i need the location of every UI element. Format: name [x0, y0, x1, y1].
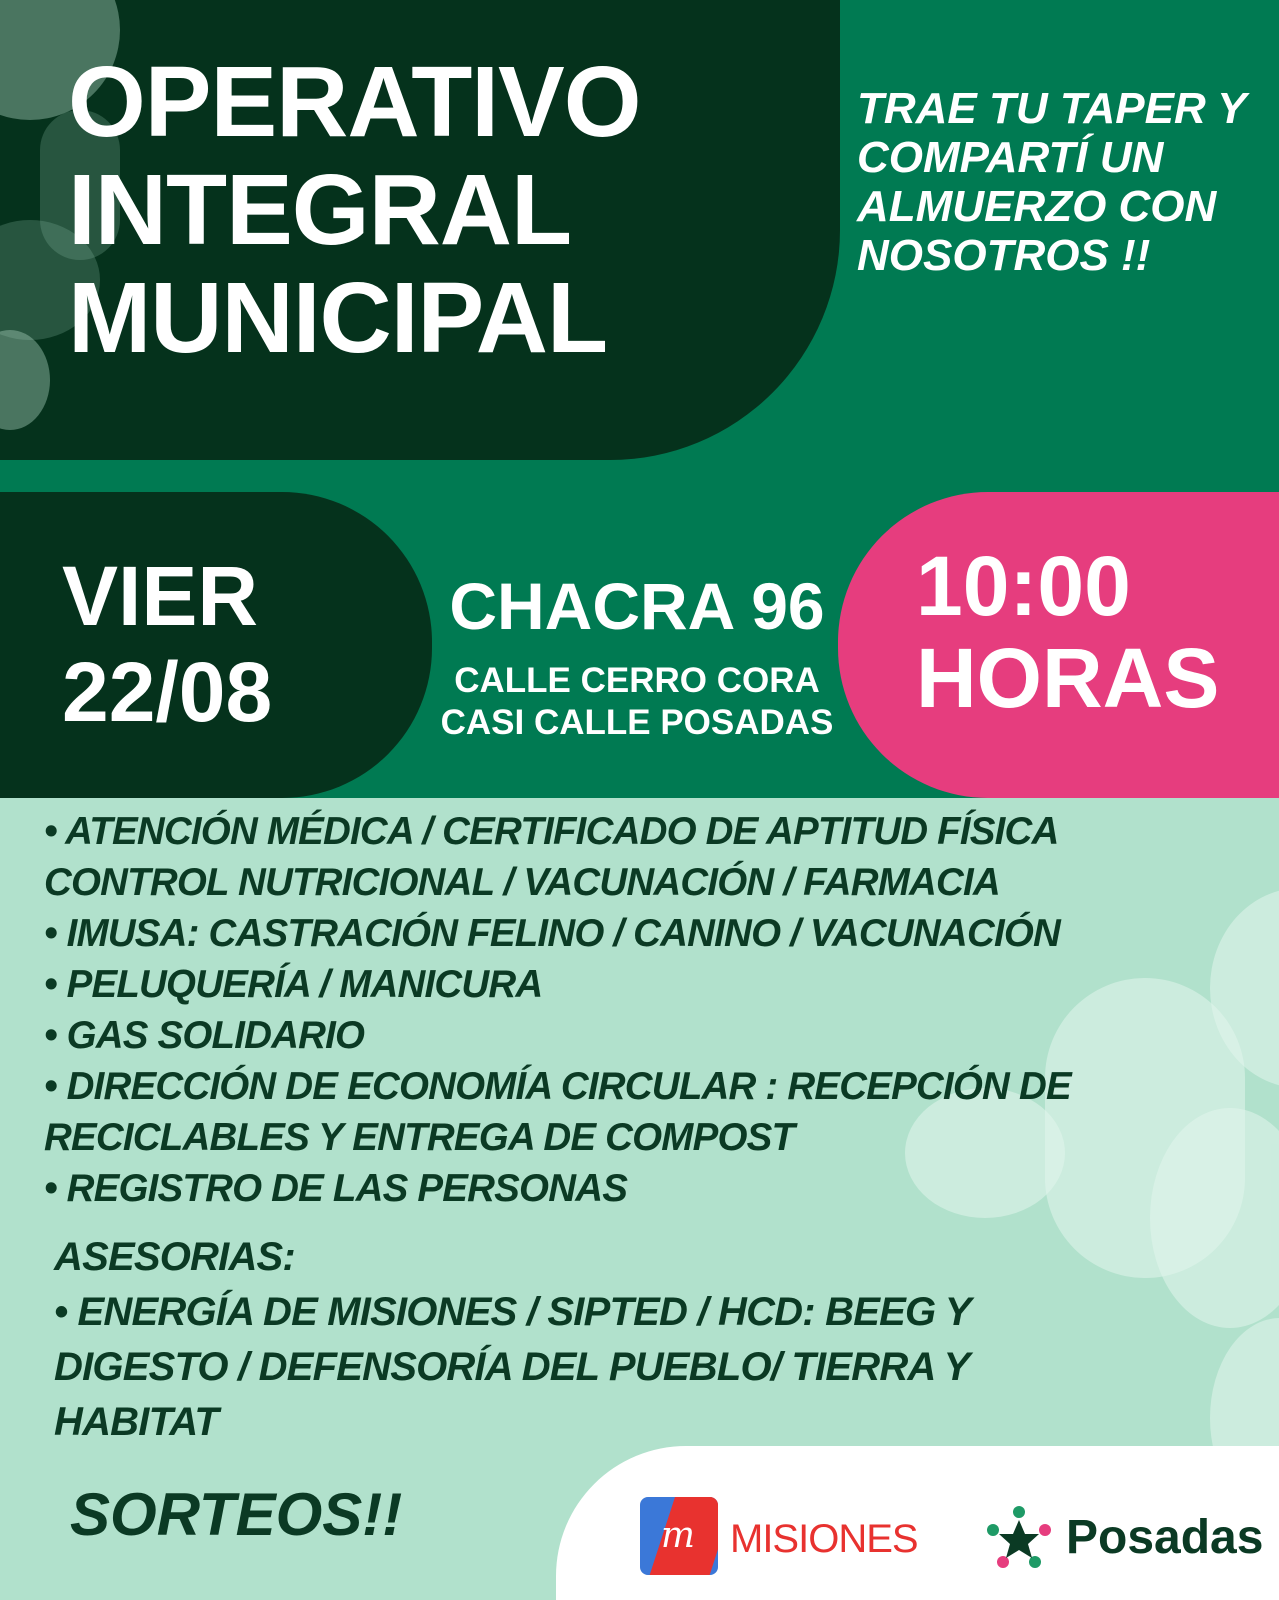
advisory-heading: ASESORIAS:: [54, 1235, 295, 1279]
services-panel: [0, 798, 1279, 1600]
service-item: • ATENCIÓN MÉDICA / CERTIFICADO DE APTITUD FÍSICA: [44, 810, 1059, 853]
advisory-item: DIGESTO / DEFENSORÍA DEL PUEBLO/ TIERRA Y: [54, 1345, 970, 1389]
address-line: CASI CALLE POSADAS: [440, 703, 834, 742]
decorative-blob: [0, 330, 50, 430]
tagline-line: ALMUERZO CON: [857, 182, 1217, 231]
services-list: [44, 806, 1144, 1214]
advisory-item: • ENERGÍA DE MISIONES / SIPTED / HCD: BEEG Y: [54, 1290, 971, 1334]
page-title: [68, 48, 641, 372]
star-people-icon: [985, 1504, 1053, 1572]
advisory-section: [54, 1230, 1154, 1450]
title-line: MUNICIPAL: [68, 262, 608, 374]
advisory-item: HABITAT: [54, 1400, 218, 1444]
tagline: [857, 84, 1267, 280]
event-time-unit: HORAS: [916, 631, 1220, 725]
title-line: INTEGRAL: [68, 154, 572, 266]
service-item: • GAS SOLIDARIO: [44, 1014, 365, 1057]
service-item: • REGISTRO DE LAS PERSONAS: [44, 1167, 628, 1210]
event-place-title: CHACRA 96: [449, 569, 825, 643]
event-date: [62, 548, 272, 740]
raffle-text: SORTEOS!!: [70, 1481, 403, 1548]
service-item: CONTROL NUTRICIONAL / VACUNACIÓN / FARMACIA: [44, 861, 1000, 904]
event-address: [432, 660, 842, 744]
service-item: • IMUSA: CASTRACIÓN FELINO / CANINO / VACUNACIÓN: [44, 912, 1060, 955]
m-letter-icon: m: [640, 1497, 718, 1575]
misiones-logo-text: MISIONES: [730, 1517, 918, 1561]
service-item: RECICLABLES Y ENTREGA DE COMPOST: [44, 1116, 795, 1159]
event-day: VIER: [62, 549, 259, 643]
event-time: [916, 540, 1219, 724]
event-date-value: 22/08: [62, 645, 273, 739]
service-item: • PELUQUERÍA / MANICURA: [44, 963, 543, 1006]
tagline-line: COMPARTÍ UN: [857, 133, 1164, 182]
event-time-value: 10:00: [916, 539, 1131, 633]
service-item: • DIRECCIÓN DE ECONOMÍA CIRCULAR : RECEPCIÓN DE: [44, 1065, 1071, 1108]
tagline-line: TRAE TU TAPER Y: [857, 84, 1247, 133]
posadas-logo-text: Posadas: [1066, 1511, 1264, 1564]
address-line: CALLE CERRO CORA: [454, 661, 820, 700]
tagline-line: NOSOTROS !!: [857, 231, 1151, 280]
title-line: OPERATIVO: [68, 46, 641, 158]
